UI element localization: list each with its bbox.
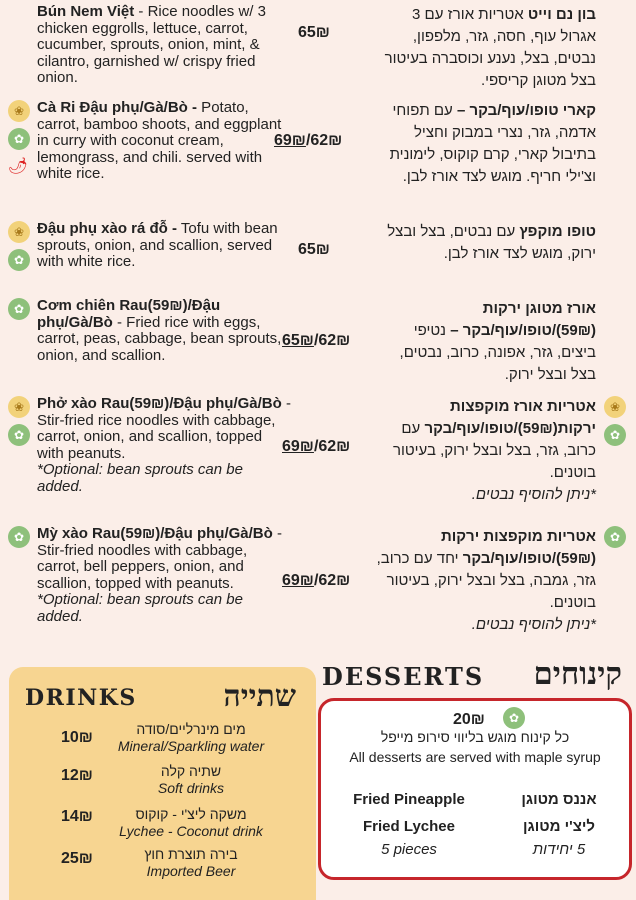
drink-en: Soft drinks xyxy=(157,780,225,796)
item-he-optional: *ניתן להוסיף נבטים. xyxy=(471,616,596,633)
item-en-name: Cà Ri Đậu phụ/Gà/Bò - xyxy=(37,99,198,116)
drink-en: Lychee - Coconut drink xyxy=(119,823,263,839)
vegan-icon: ✿ xyxy=(503,707,525,729)
item-en-text xyxy=(37,298,292,364)
drink-he: מים מינרליים/סודה xyxy=(136,721,246,737)
item-en-text xyxy=(37,4,292,87)
vegan-icon: ✿ xyxy=(604,526,626,548)
item-he-name: אטריות אורז מוקפצות ירקות(59₪)/טופו/עוף/בקר xyxy=(424,398,596,437)
dessert-he: ליצ'י מטוגן xyxy=(523,818,595,835)
item-he-desc: אטריות אורז עם 3 אגרול עוף, חסה, גזר, מלפפון, נבטים, בצל, נענע וכוסברה בעיטור בצל מטוגן קריספי. xyxy=(384,6,596,89)
wheat-icon: ❀ xyxy=(604,396,626,418)
dessert-he: אננס מטוגן xyxy=(521,791,597,808)
drink-price: 14₪ xyxy=(61,808,93,825)
item-he-desc: עם כרוב, גזר, בצל ובצל ירוק, בעיטור בוטנים. xyxy=(392,420,596,481)
desserts-title-he: קינוחים xyxy=(533,656,622,692)
desserts-box xyxy=(318,698,632,880)
item-en-desc: - Stir-fried noodles with cabbage, carrot, bell peppers, onion, and scallion, topped with peanuts. xyxy=(37,525,282,592)
item-he-text xyxy=(376,4,596,92)
item-icons-left xyxy=(8,221,32,277)
item-en-name: Cơm chiên Rau(59₪)/Đậu phụ/Gà/Bò xyxy=(37,297,221,331)
item-price xyxy=(282,438,350,456)
drink-he: משקה ליצ'י - קוקוס xyxy=(135,806,247,822)
item-price xyxy=(274,132,342,150)
item-price-a: 65₪ xyxy=(282,332,314,349)
drink-he: בירה תוצרת חוץ xyxy=(144,846,238,862)
dessert-count-he: 5 יחידות xyxy=(532,841,586,858)
dessert-en: Fried Pineapple xyxy=(353,791,465,808)
item-en-name: Bún Nem Việt xyxy=(37,3,135,20)
item-en-name: Mỳ xào Rau(59₪)/Đậu phụ/Gà/Bò xyxy=(37,525,273,542)
vegan-icon: ✿ xyxy=(8,526,30,548)
item-he-desc: יחד עם כרוב, גזר, גמבה, בצל ובצל ירוק, בעיטור בוטנים. xyxy=(376,550,596,611)
item-en-desc: Potato, carrot, bamboo shoots, and eggplant in curry with coconut cream, lemongrass, and chili. served with white rice. xyxy=(37,99,282,182)
drink-he: שתיה קלה xyxy=(160,763,222,779)
item-he-text xyxy=(376,298,596,386)
item-he-text xyxy=(376,526,596,636)
dessert-count-en: 5 pieces xyxy=(381,841,437,858)
dessert-note-he: כל קינוח מוגש בליווי סירופ מייפל xyxy=(380,729,570,745)
item-price: 65₪ xyxy=(298,241,330,258)
drinks-title-he: שתייה xyxy=(223,679,296,714)
item-price xyxy=(282,572,350,590)
vegan-icon: ✿ xyxy=(8,424,30,446)
item-he-optional: *ניתן להוסיף נבטים. xyxy=(471,486,596,503)
item-he-desc: עם נבטים, בצל ובצל ירוק, מוגש לצד אורז לבן. xyxy=(387,223,596,262)
item-price-b: /62₪ xyxy=(313,572,351,589)
item-price: 65₪ xyxy=(298,24,330,41)
item-en-optional: *Optional: bean sprouts can be added. xyxy=(37,461,243,495)
item-he-text xyxy=(376,221,596,265)
chili-icon: 🌶 xyxy=(7,158,29,175)
item-en-desc: - Fried rice with eggs, carrot, peas, cabbage, bean sprouts, onion, and scallion. xyxy=(37,313,282,364)
item-he-name: אורז מטוגן ירקות (59₪)/טופו/עוף/בקר – xyxy=(450,300,596,339)
wheat-icon: ❀ xyxy=(8,221,30,243)
item-en-optional: *Optional: bean sprouts can be added. xyxy=(37,591,243,625)
item-icons-left xyxy=(8,396,32,452)
item-en-name: Đậu phụ xào rá đỗ - xyxy=(37,220,178,237)
item-price xyxy=(282,332,350,350)
item-en-text xyxy=(37,526,292,625)
item-he-desc: נטיפי ביצים, גזר, אפונה, כרוב, נבטים, בצל ובצל ירוק. xyxy=(399,322,596,383)
drink-price: 25₪ xyxy=(61,850,93,867)
drinks-title-en: DRINKS xyxy=(25,685,137,711)
item-en-desc: Tofu with bean sprouts, onion, and scallion, served with white rice. xyxy=(37,220,278,270)
item-price-b: /62₪ xyxy=(313,438,351,455)
item-price-a: 69₪ xyxy=(282,438,314,455)
vegan-icon: ✿ xyxy=(8,298,30,320)
item-he-name: בון נם וייט xyxy=(527,6,596,23)
item-he-name: טופו מוקפץ xyxy=(519,223,596,240)
item-en-text xyxy=(37,221,292,271)
dessert-en: Fried Lychee xyxy=(363,818,455,835)
item-en-desc: - Rice noodles w/ 3 chicken eggrolls, lettuce, carrot, cucumber, sprouts, onion, mint, & cilantro, garnished w/ crispy fried onion. xyxy=(37,3,266,86)
item-en-desc: - Stir-fried rice noodles with cabbage, carrot, onion, and scallion, topped with peanuts. xyxy=(37,395,291,462)
item-price-a: 69₪ xyxy=(274,132,306,149)
drink-en: Mineral/Sparkling water xyxy=(117,738,265,754)
wheat-icon: ❀ xyxy=(8,100,30,122)
item-he-text xyxy=(376,396,596,506)
item-icons-left xyxy=(8,526,32,554)
wheat-icon: ❀ xyxy=(8,396,30,418)
item-en-name: Phở xào Rau(59₪)/Đậu phụ/Gà/Bò xyxy=(37,395,282,412)
drink-price: 10₪ xyxy=(61,729,93,746)
item-icons-left xyxy=(8,298,32,326)
item-he-text xyxy=(376,100,596,188)
item-he-name: קארי טופו/עוף/בקר – xyxy=(456,102,596,119)
item-en-text xyxy=(37,100,292,183)
drink-price: 12₪ xyxy=(61,767,93,784)
desserts-title-en: DESSERTS xyxy=(322,662,485,691)
item-price-a: 69₪ xyxy=(282,572,314,589)
item-icons-right xyxy=(604,526,628,554)
dessert-note-en: All desserts are served with maple syrup xyxy=(349,749,601,765)
item-icons-left xyxy=(8,100,32,182)
item-he-name: אטריות מוקפצות ירקות (59₪)/טופו/עוף/בקר xyxy=(440,528,596,567)
vegan-icon: ✿ xyxy=(604,424,626,446)
item-price-b: /62₪ xyxy=(313,332,351,349)
dessert-price: 20₪ xyxy=(453,711,485,728)
drink-en: Imported Beer xyxy=(146,863,236,879)
item-en-text xyxy=(37,396,292,495)
item-icons-right xyxy=(604,396,628,452)
item-price-b: /62₪ xyxy=(305,132,343,149)
item-he-desc: עם תפוחי אדמה, גזר, נצרי במבוק וחציל בתיבול קארי, קרם קוקוס, לימונית וצ'ילי חריף. מוגש לצד אורז לבן. xyxy=(389,102,596,185)
drinks-section xyxy=(9,667,316,900)
vegan-icon: ✿ xyxy=(8,128,30,150)
vegan-icon: ✿ xyxy=(8,249,30,271)
